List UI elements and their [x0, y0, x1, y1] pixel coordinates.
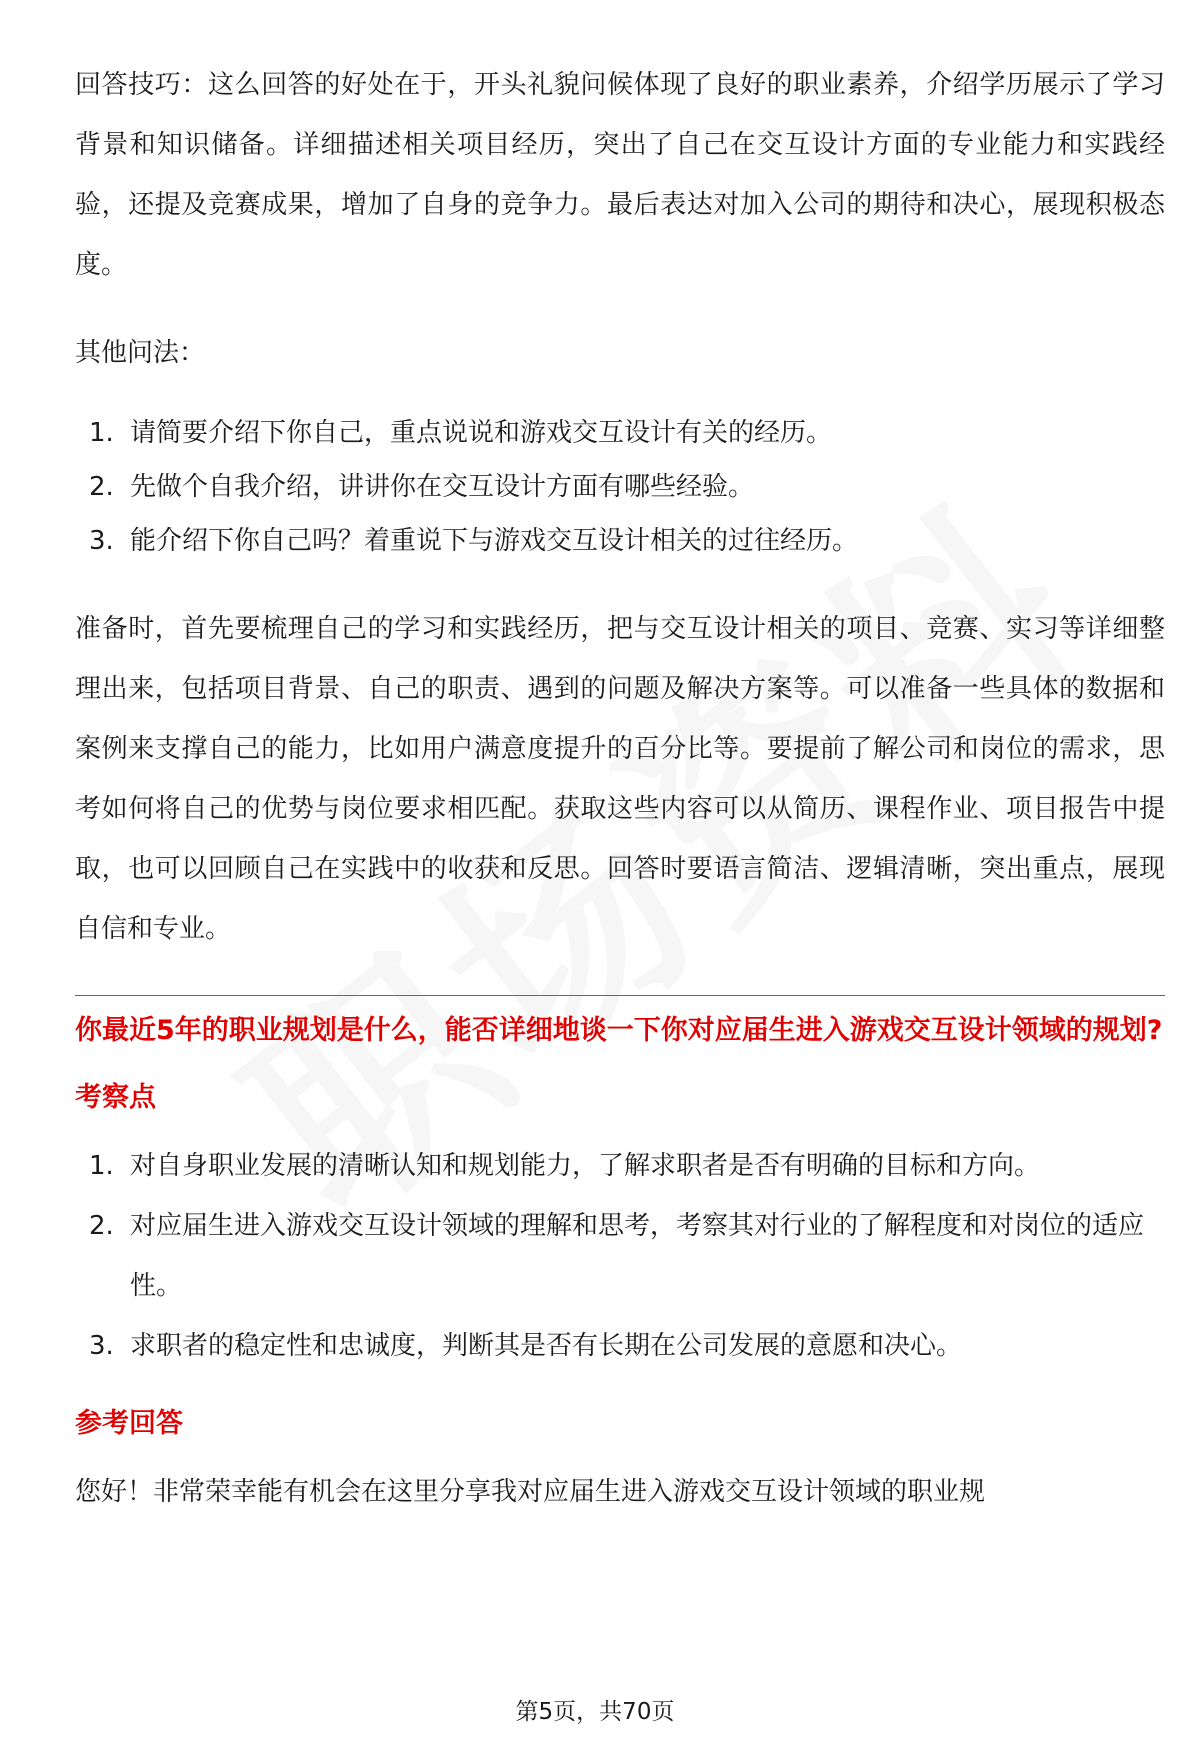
list-item	[75, 1196, 1165, 1316]
list-number: 1.	[89, 1151, 114, 1181]
list-text: 请简要介绍下你自己，重点说说和游戏交互设计有关的经历。	[130, 418, 833, 448]
list-number: 3.	[89, 1331, 114, 1361]
document-page	[75, 55, 1165, 1522]
reference-heading: 参考回答	[75, 1408, 183, 1439]
page-number-footer: 第5页，共70页	[515, 1699, 675, 1725]
interview-question: 你最近5年的职业规划是什么，能否详细地谈一下你对应届生进入游戏交互设计领域的规划?	[75, 1015, 1163, 1046]
list-item	[75, 1316, 1165, 1376]
list-item	[75, 1136, 1165, 1196]
list-item	[75, 511, 1165, 571]
list-number: 1.	[89, 418, 114, 448]
other-asks-list	[75, 403, 1165, 571]
section-divider	[75, 995, 1165, 996]
other-asks-label: 其他问法：	[75, 338, 206, 368]
list-text: 对自身职业发展的清晰认知和规划能力，了解求职者是否有明确的目标和方向。	[130, 1151, 1041, 1181]
list-text: 先做个自我介绍，讲讲你在交互设计方面有哪些经验。	[130, 472, 755, 502]
intro-tip-paragraph: 回答技巧：这么回答的好处在于，开头礼貌问候体现了良好的职业素养，介绍学历展示了学习背景和知识储备。详细描述相关项目经历，突出了自己在交互设计方面的专业能力和实践经验，还提及竞赛成果，增加了自身的竞争力。最后表达对加入公司的期待和决心，展现积极态度。	[75, 70, 1165, 280]
preparation-paragraph: 准备时，首先要梳理自己的学习和实践经历，把与交互设计相关的项目、竞赛、实习等详细整理出来，包括项目背景、自己的职责、遇到的问题及解决方案等。可以准备一些具体的数据和案例来支撑自己的能力，比如用户满意度提升的百分比等。要提前了解公司和岗位的需求，思考如何将自己的优势与岗位要求相匹配。获取这些内容可以从简历、课程作业、项目报告中提取，也可以回顾自己在实践中的收获和反思。回答时要语言简洁、逻辑清晰，突出重点，展现自信和专业。	[75, 614, 1165, 944]
list-number: 3.	[89, 526, 114, 556]
list-item	[75, 457, 1165, 517]
list-text: 对应届生进入游戏交互设计领域的理解和思考，考察其对行业的了解程度和对岗位的适应性。	[130, 1211, 1145, 1301]
list-text: 能介绍下你自己吗？着重说下与游戏交互设计相关的过往经历。	[130, 526, 859, 556]
reference-answer-text: 您好！非常荣幸能有机会在这里分享我对应届生进入游戏交互设计领域的职业规	[75, 1477, 986, 1507]
assessment-heading: 考察点	[75, 1082, 156, 1113]
list-item	[75, 403, 1165, 463]
list-text: 求职者的稳定性和忠诚度，判断其是否有长期在公司发展的意愿和决心。	[130, 1331, 963, 1361]
list-number: 2.	[89, 1211, 114, 1241]
assessment-list	[75, 1136, 1165, 1376]
list-number: 2.	[89, 472, 114, 502]
